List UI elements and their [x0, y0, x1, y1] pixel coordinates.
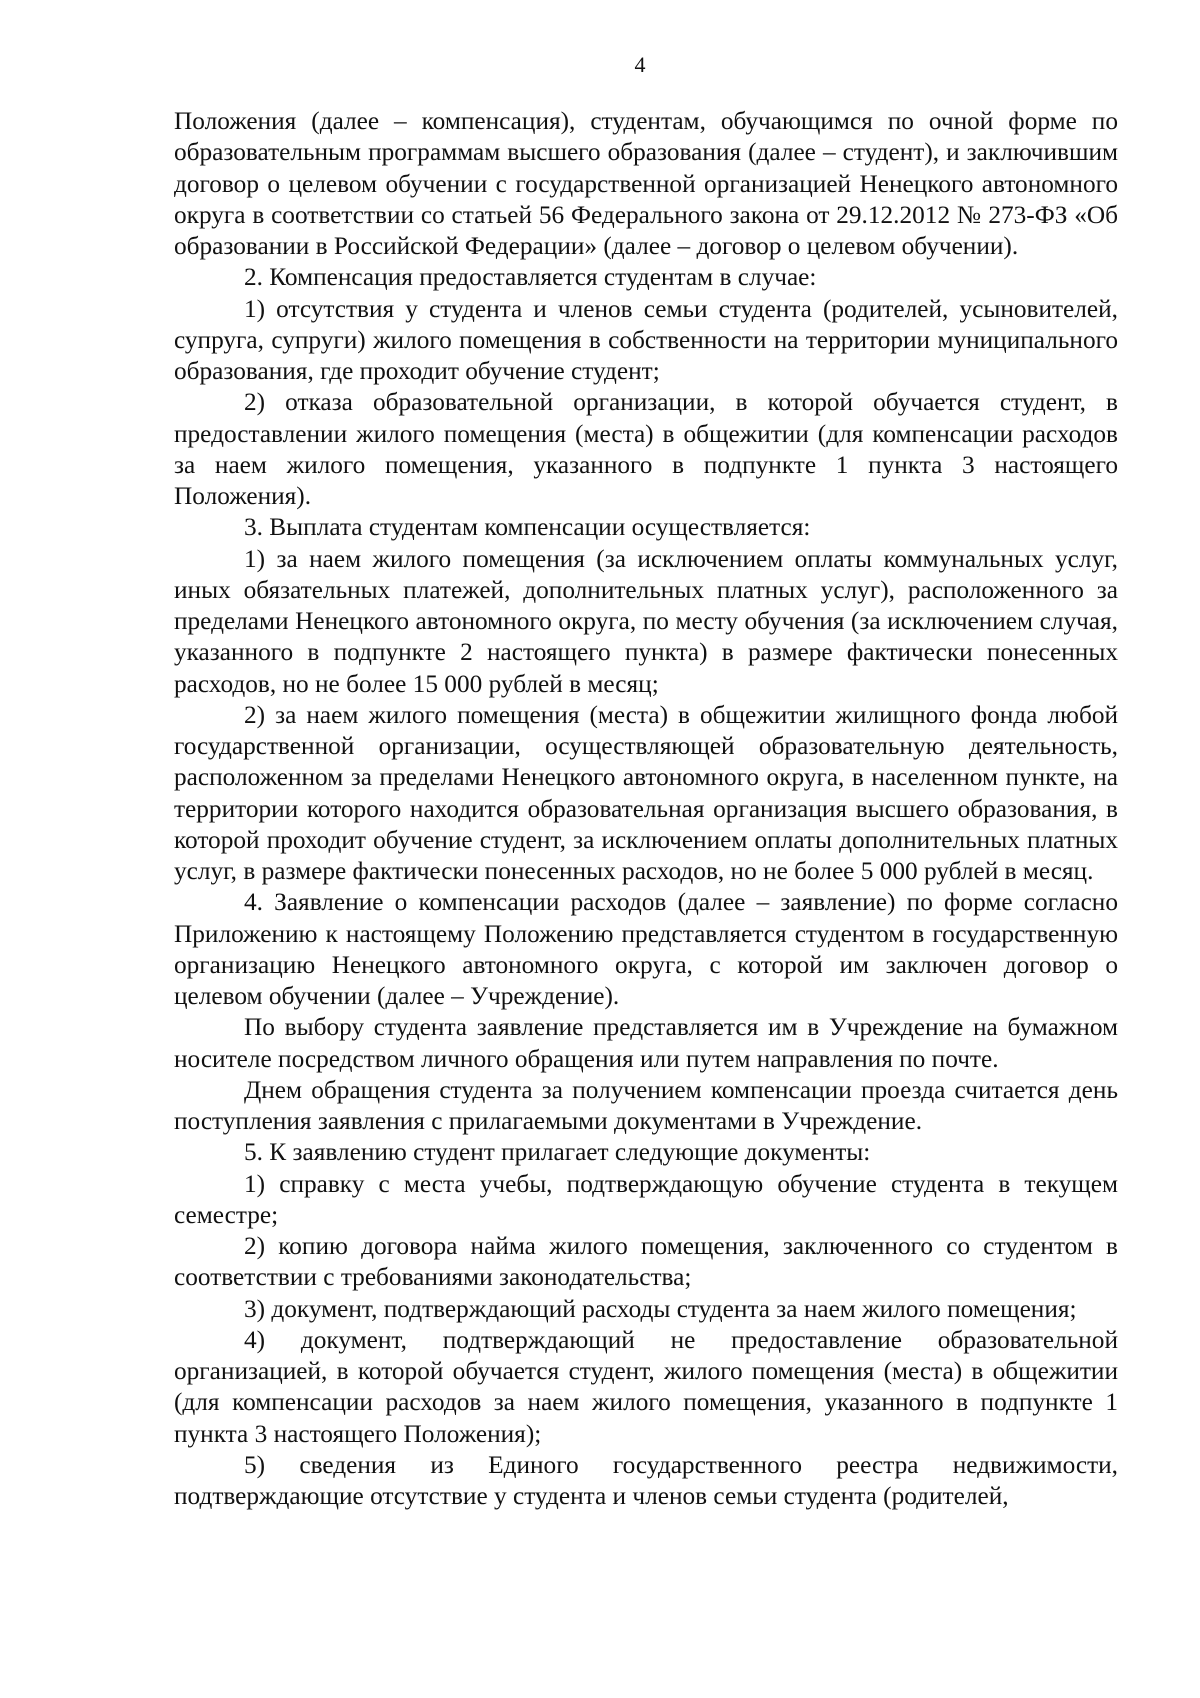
paragraph-item-2: 2. Компенсация предоставляется студентам в случае:	[244, 263, 817, 292]
paragraph-item-5-2: 2) копию договора найма жилого помещения, заключенного со студентом в соответствии с требованиями законодательства;	[174, 1232, 1118, 1292]
paragraph-item-2-1: 1) отсутствия у студента и членов семьи студента (родителей, усыновителей, супруга, супруги) жилого помещения в собственности на территории муниципального образования, где проходит обучение студент;	[174, 294, 1118, 385]
paragraph-item-5-1: 1) справку с места учебы, подтверждающую обучение студента в текущем семестре;	[174, 1169, 1118, 1229]
paragraph-item-5-3: 3) документ, подтверждающий расходы студента за наем жилого помещения;	[244, 1294, 1077, 1323]
paragraph-item-3: 3. Выплата студентам компенсации осуществляется:	[244, 513, 811, 542]
paragraph-item-4-date: Днем обращения студента за получением компенсации проезда считается день поступления заявления с прилагаемыми документами в Учреждение.	[174, 1075, 1118, 1135]
paragraph-item-5-5: 5) сведения из Единого государственного реестра недвижимости, подтверждающие отсутствие у студента и членов семьи студента (родителей,	[174, 1450, 1118, 1510]
document-body	[174, 106, 1118, 1512]
paragraph-item-2-2: 2) отказа образовательной организации, в которой обучается студент, в предоставлении жилого помещения (места) в общежитии (для компенсации расходов за наем жилого помещения, указанного в подпункте 1 пункта 3 настоящего Положения).	[174, 388, 1118, 510]
paragraph-continuation: Положения (далее – компенсация), студентам, обучающимся по очной форме по образовательным программам высшего образования (далее – студент), и заключившим договор о целевом обучении с государственной организацией Ненецкого автономного округа в соответствии со статьей 56 Федерального закона от 29.12.2012 № 273-ФЗ «Об образовании в Российской Федерации» (далее – договор о целевом обучении).	[174, 107, 1118, 260]
paragraph-item-4-submission: По выбору студента заявление представляется им в Учреждение на бумажном носителе посредством личного обращения или путем направления по почте.	[174, 1013, 1118, 1073]
paragraph-item-3-2: 2) за наем жилого помещения (места) в общежитии жилищного фонда любой государственной организации, осуществляющей образовательную деятельность, расположенном за пределами Ненецкого автономного округа, в населенном пункте, на территории которого находится образовательная организация высшего образования, в которой проходит обучение студент, за исключением оплаты дополнительных платных услуг, в размере фактически понесенных расходов, но не более 5 000 рублей в месяц.	[174, 700, 1118, 885]
paragraph-item-5-4: 4) документ, подтверждающий не предоставление образовательной организацией, в которой обучается студент, жилого помещения (места) в общежитии (для компенсации расходов за наем жилого помещения, указанного в подпункте 1 пункта 3 настоящего Положения);	[174, 1325, 1118, 1448]
page-number: 4	[634, 52, 646, 77]
paragraph-item-3-1: 1) за наем жилого помещения (за исключением оплаты коммунальных услуг, иных обязательных платежей, дополнительных платных услуг), расположенного за пределами Ненецкого автономного округа, по месту обучения (за исключением случая, указанного в подпункте 2 настоящего пункта) в размере фактически понесенных расходов, но не более 15 000 рублей в месяц;	[174, 544, 1118, 698]
paragraph-item-4: 4. Заявление о компенсации расходов (далее – заявление) по форме согласно Приложению к настоящему Положению представляется студентом в государственную организацию Ненецкого автономного округа, с которой им заключен договор о целевом обучении (далее – Учреждение).	[174, 888, 1118, 1010]
paragraph-item-5: 5. К заявлению студент прилагает следующие документы:	[244, 1138, 871, 1167]
